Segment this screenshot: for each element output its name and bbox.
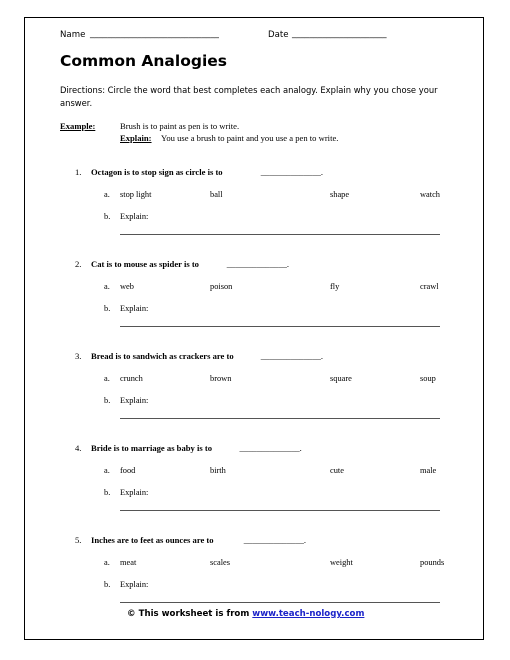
question-blank[interactable]: ______________. [239, 443, 302, 453]
explain-label: Explain: [120, 212, 149, 221]
explain-letter: b. [104, 304, 111, 313]
question-blank[interactable]: ______________. [260, 167, 324, 177]
date-blank[interactable]: ______________________ [292, 29, 387, 39]
example-explain-label: Explain: [120, 133, 152, 143]
explain-letter: b. [104, 488, 111, 497]
question-blank[interactable]: ______________. [260, 351, 324, 361]
question-prompt: Bride is to marriage as baby is to [91, 443, 213, 453]
answer-option[interactable]: square [330, 374, 352, 383]
answer-option[interactable]: scales [210, 558, 230, 567]
question-blank[interactable]: ______________. [243, 535, 307, 545]
explain-label: Explain: [120, 304, 149, 313]
answer-option[interactable]: cute [330, 466, 344, 475]
answer-option[interactable]: brown [210, 374, 232, 383]
example-label: Example: [60, 121, 96, 131]
page-border [24, 17, 484, 640]
explain-label: Explain: [120, 396, 149, 405]
explain-label: Explain: [120, 580, 149, 589]
directions-line-2: answer. [60, 98, 93, 108]
option-letter: a. [104, 466, 110, 475]
question-number: 1. [75, 167, 82, 177]
option-letter: a. [104, 190, 110, 199]
name-label: Name [60, 30, 86, 40]
directions [60, 84, 440, 110]
answer-option[interactable]: poison [210, 282, 233, 291]
explain-answer-line[interactable] [120, 602, 440, 603]
answer-option[interactable]: weight [330, 558, 353, 567]
answer-option[interactable]: birth [210, 466, 226, 475]
answer-option[interactable]: ball [210, 190, 223, 199]
explain-letter: b. [104, 396, 111, 405]
answer-option[interactable]: male [420, 466, 437, 475]
explain-answer-line[interactable] [120, 326, 440, 327]
answer-option[interactable]: shape [330, 190, 350, 199]
answer-option[interactable]: watch [420, 190, 440, 199]
question-number: 2. [75, 259, 82, 269]
option-letter: a. [104, 282, 110, 291]
example-text: Brush is to paint as pen is to write. [120, 121, 240, 131]
footer-prefix: © This worksheet is from [127, 609, 250, 619]
answer-option[interactable]: stop light [120, 190, 152, 199]
date-label: Date [268, 30, 289, 40]
question-prompt: Bread is to sandwich as crackers are to [91, 351, 234, 361]
question-number: 5. [75, 535, 82, 545]
footer-link[interactable]: www.teach-nology.com [252, 609, 365, 619]
explain-answer-line[interactable] [120, 418, 440, 419]
answer-option[interactable]: crawl [420, 282, 439, 291]
answer-option[interactable]: meat [120, 558, 137, 567]
explain-answer-line[interactable] [120, 234, 440, 235]
option-letter: a. [104, 558, 110, 567]
answer-option[interactable]: web [120, 282, 134, 291]
question-number: 4. [75, 443, 82, 453]
example-explain-text: You use a brush to paint and you use a pen to write. [161, 133, 339, 143]
question-prompt: Octagon is to stop sign as circle is to [91, 167, 223, 177]
question-number: 3. [75, 351, 82, 361]
answer-option[interactable]: fly [330, 282, 340, 291]
answer-option[interactable]: pounds [420, 558, 445, 567]
explain-letter: b. [104, 580, 111, 589]
directions-line-1: Directions: Circle the word that best completes each analogy. Explain why you chose your [60, 85, 438, 95]
page-title: Common Analogies [60, 52, 228, 70]
answer-option[interactable]: food [120, 466, 136, 475]
explain-answer-line[interactable] [120, 510, 440, 511]
question-prompt: Cat is to mouse as spider is to [91, 259, 199, 269]
explain-letter: b. [104, 212, 111, 221]
question-prompt: Inches are to feet as ounces are to [91, 535, 214, 545]
answer-option[interactable]: soup [420, 374, 436, 383]
option-letter: a. [104, 374, 110, 383]
name-blank[interactable]: ______________________________ [90, 29, 219, 39]
question-blank[interactable]: ______________. [226, 259, 290, 269]
answer-option[interactable]: crunch [120, 374, 143, 383]
footer-credit [127, 609, 364, 619]
explain-label: Explain: [120, 488, 149, 497]
